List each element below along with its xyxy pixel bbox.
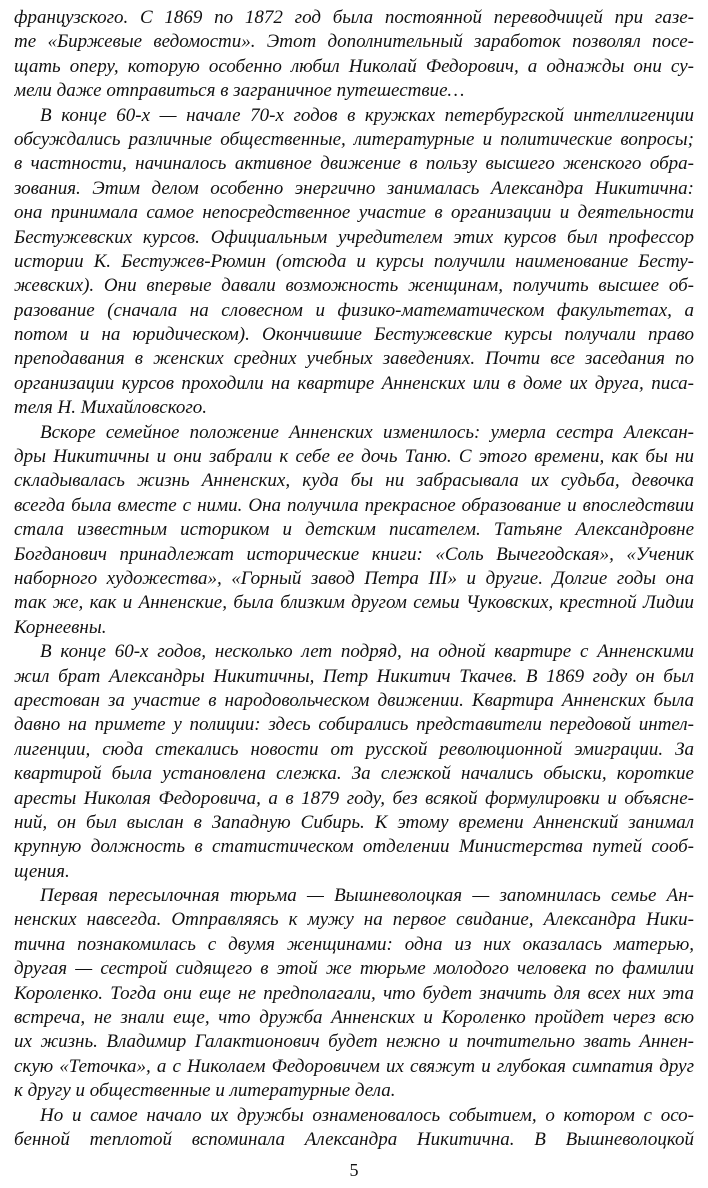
text-line: тична познакомилась с двумя женщинами: одна из них оказалась матерью,: [14, 933, 694, 955]
text-line: наборного художества», «Горный завод Петра III» и другие. Долгие годы она: [14, 567, 694, 589]
text-line: крупную должность в статистическом отделении Министерства путей сооб-: [14, 836, 694, 858]
text-line: организации курсов проходили на квартире Анненских или в доме их друга, писа-: [14, 372, 694, 394]
body-text: [14, 6, 694, 1152]
text-line: французского. С 1869 по 1872 год была постоянной переводчицей при газе-: [14, 7, 694, 28]
text-line: Первая пересылочная тюрьма — Вышневолоцкая — запомнилась семье Ан-: [40, 885, 694, 907]
text-line: всегда была вместе с ними. Она получила прекрасное образование и впоследствии: [14, 494, 694, 516]
text-line: те «Биржевые ведомости». Этот дополнительный заработок позволял посе-: [14, 31, 694, 53]
text-line: жил брат Александры Никитичны, Петр Никитич Ткачев. В 1869 году он был: [14, 665, 694, 687]
text-line: щать оперу, которую особенно любил Николай Федорович, а однажды они су-: [14, 55, 694, 77]
text-line: В конце 60-х — начале 70-х годов в кружках петербургской интеллигенции: [40, 104, 694, 126]
text-line: истории К. Бестужев-Рюмин (отсюда и курсы получили наименование Бесту-: [14, 250, 694, 272]
text-line: преподавания в женских средних учебных заведениях. Почти все заседания по: [14, 348, 694, 370]
text-line: Короленко. Тогда они еще не предполагали, что будет значить для всех них эта: [14, 982, 694, 1004]
text-line: их жизнь. Владимир Галактионович будет нежно и почтительно звать Аннен-: [14, 1031, 694, 1053]
text-line: разование (сначала на словесном и физико-математическом факультетах, а: [14, 299, 694, 321]
text-line: потом и на юридическом). Окончившие Бестужевские курсы получали право: [14, 324, 694, 346]
text-line: другая — сестрой сидящего в этой же тюрьме молодого человека по фамилии: [14, 958, 694, 980]
text-line: скую «Теточка», а с Николаем Федоровичем их свяжут и глубокая симпатия друг: [14, 1055, 694, 1077]
text-line: квартирой была установлена слежка. За слежкой начались обыски, короткие: [14, 763, 694, 785]
paragraph: [14, 640, 694, 884]
text-line: ненских навсегда. Отправляясь к мужу на первое свидание, Александра Ники-: [14, 909, 694, 931]
text-line: Но и самое начало их дружбы ознаменовалось событием, о котором с осо-: [40, 1104, 694, 1126]
text-line: лигенции, сюда стекались новости от русской революционной эмиграции. За: [14, 738, 694, 760]
paragraph: [14, 884, 694, 1104]
text-line: Богданович принадлежат исторические книги: «Соль Вычегодская», «Ученик: [14, 543, 694, 565]
text-line: дры Никитичны и они забрали к себе ее дочь Таню. С этого времени, как бы ни: [14, 446, 694, 468]
text-line: обсуждались различные общественные, литературные и политические вопросы;: [14, 128, 694, 150]
text-line: аресты Николая Федоровича, а в 1879 году, без всякой формулировки и объясне-: [14, 787, 694, 809]
text-line: бенной теплотой вспоминала Александра Никитична. В Вышневолоцкой: [14, 1128, 694, 1150]
text-line: Вскоре семейное положение Анненских изменилось: умерла сестра Алексан-: [40, 421, 694, 443]
text-line: Бестужевских курсов. Официальным учредителем этих курсов был профессор: [14, 226, 694, 248]
text-line: стала известным историком и детским писателем. Татьяне Александровне: [14, 519, 694, 541]
text-line: в частности, начиналось активное движение в пользу высшего женского обра-: [14, 153, 694, 175]
text-line: зования. Этим делом особенно энергично занималась Александра Никитична:: [14, 177, 694, 199]
paragraph: [14, 1104, 694, 1153]
text-line: жевских). Они впервые давали возможность женщинам, получить высшее об-: [14, 275, 694, 297]
text-line: Корнеевны.: [14, 616, 107, 638]
text-line: к другу и общественные и литературные дела.: [14, 1080, 396, 1102]
text-line: В конце 60-х годов, несколько лет подряд, на одной квартире с Анненскими: [40, 641, 694, 663]
text-line: арестован за участие в народовольческом движении. Квартира Анненских была: [14, 689, 694, 711]
text-line: теля Н. Михайловского.: [14, 397, 208, 419]
text-line: щения.: [14, 860, 70, 882]
text-line: давно на примете у полиции: здесь собирались представители передовой интел-: [14, 714, 694, 736]
text-line: мели даже отправиться в заграничное путешествие…: [14, 80, 465, 102]
text-line: ний, он был выслан в Западную Сибирь. К этому времени Анненский занимал: [14, 811, 694, 833]
page-number: 5: [349, 1160, 359, 1180]
paragraph: [14, 421, 694, 641]
text-line: так же, как и Анненские, была близким другом семьи Чуковских, крестной Лидии: [14, 592, 694, 614]
text-line: складывалась жизнь Анненских, куда бы ни забрасывала их судьба, девочка: [14, 470, 694, 492]
paragraph: [14, 6, 694, 104]
text-line: она принимала самое непосредственное участие в организации и деятельности: [14, 202, 694, 224]
paragraph: [14, 104, 694, 421]
text-line: встреча, не знали еще, что дружба Анненских и Короленко пройдет через всю: [14, 1007, 694, 1029]
